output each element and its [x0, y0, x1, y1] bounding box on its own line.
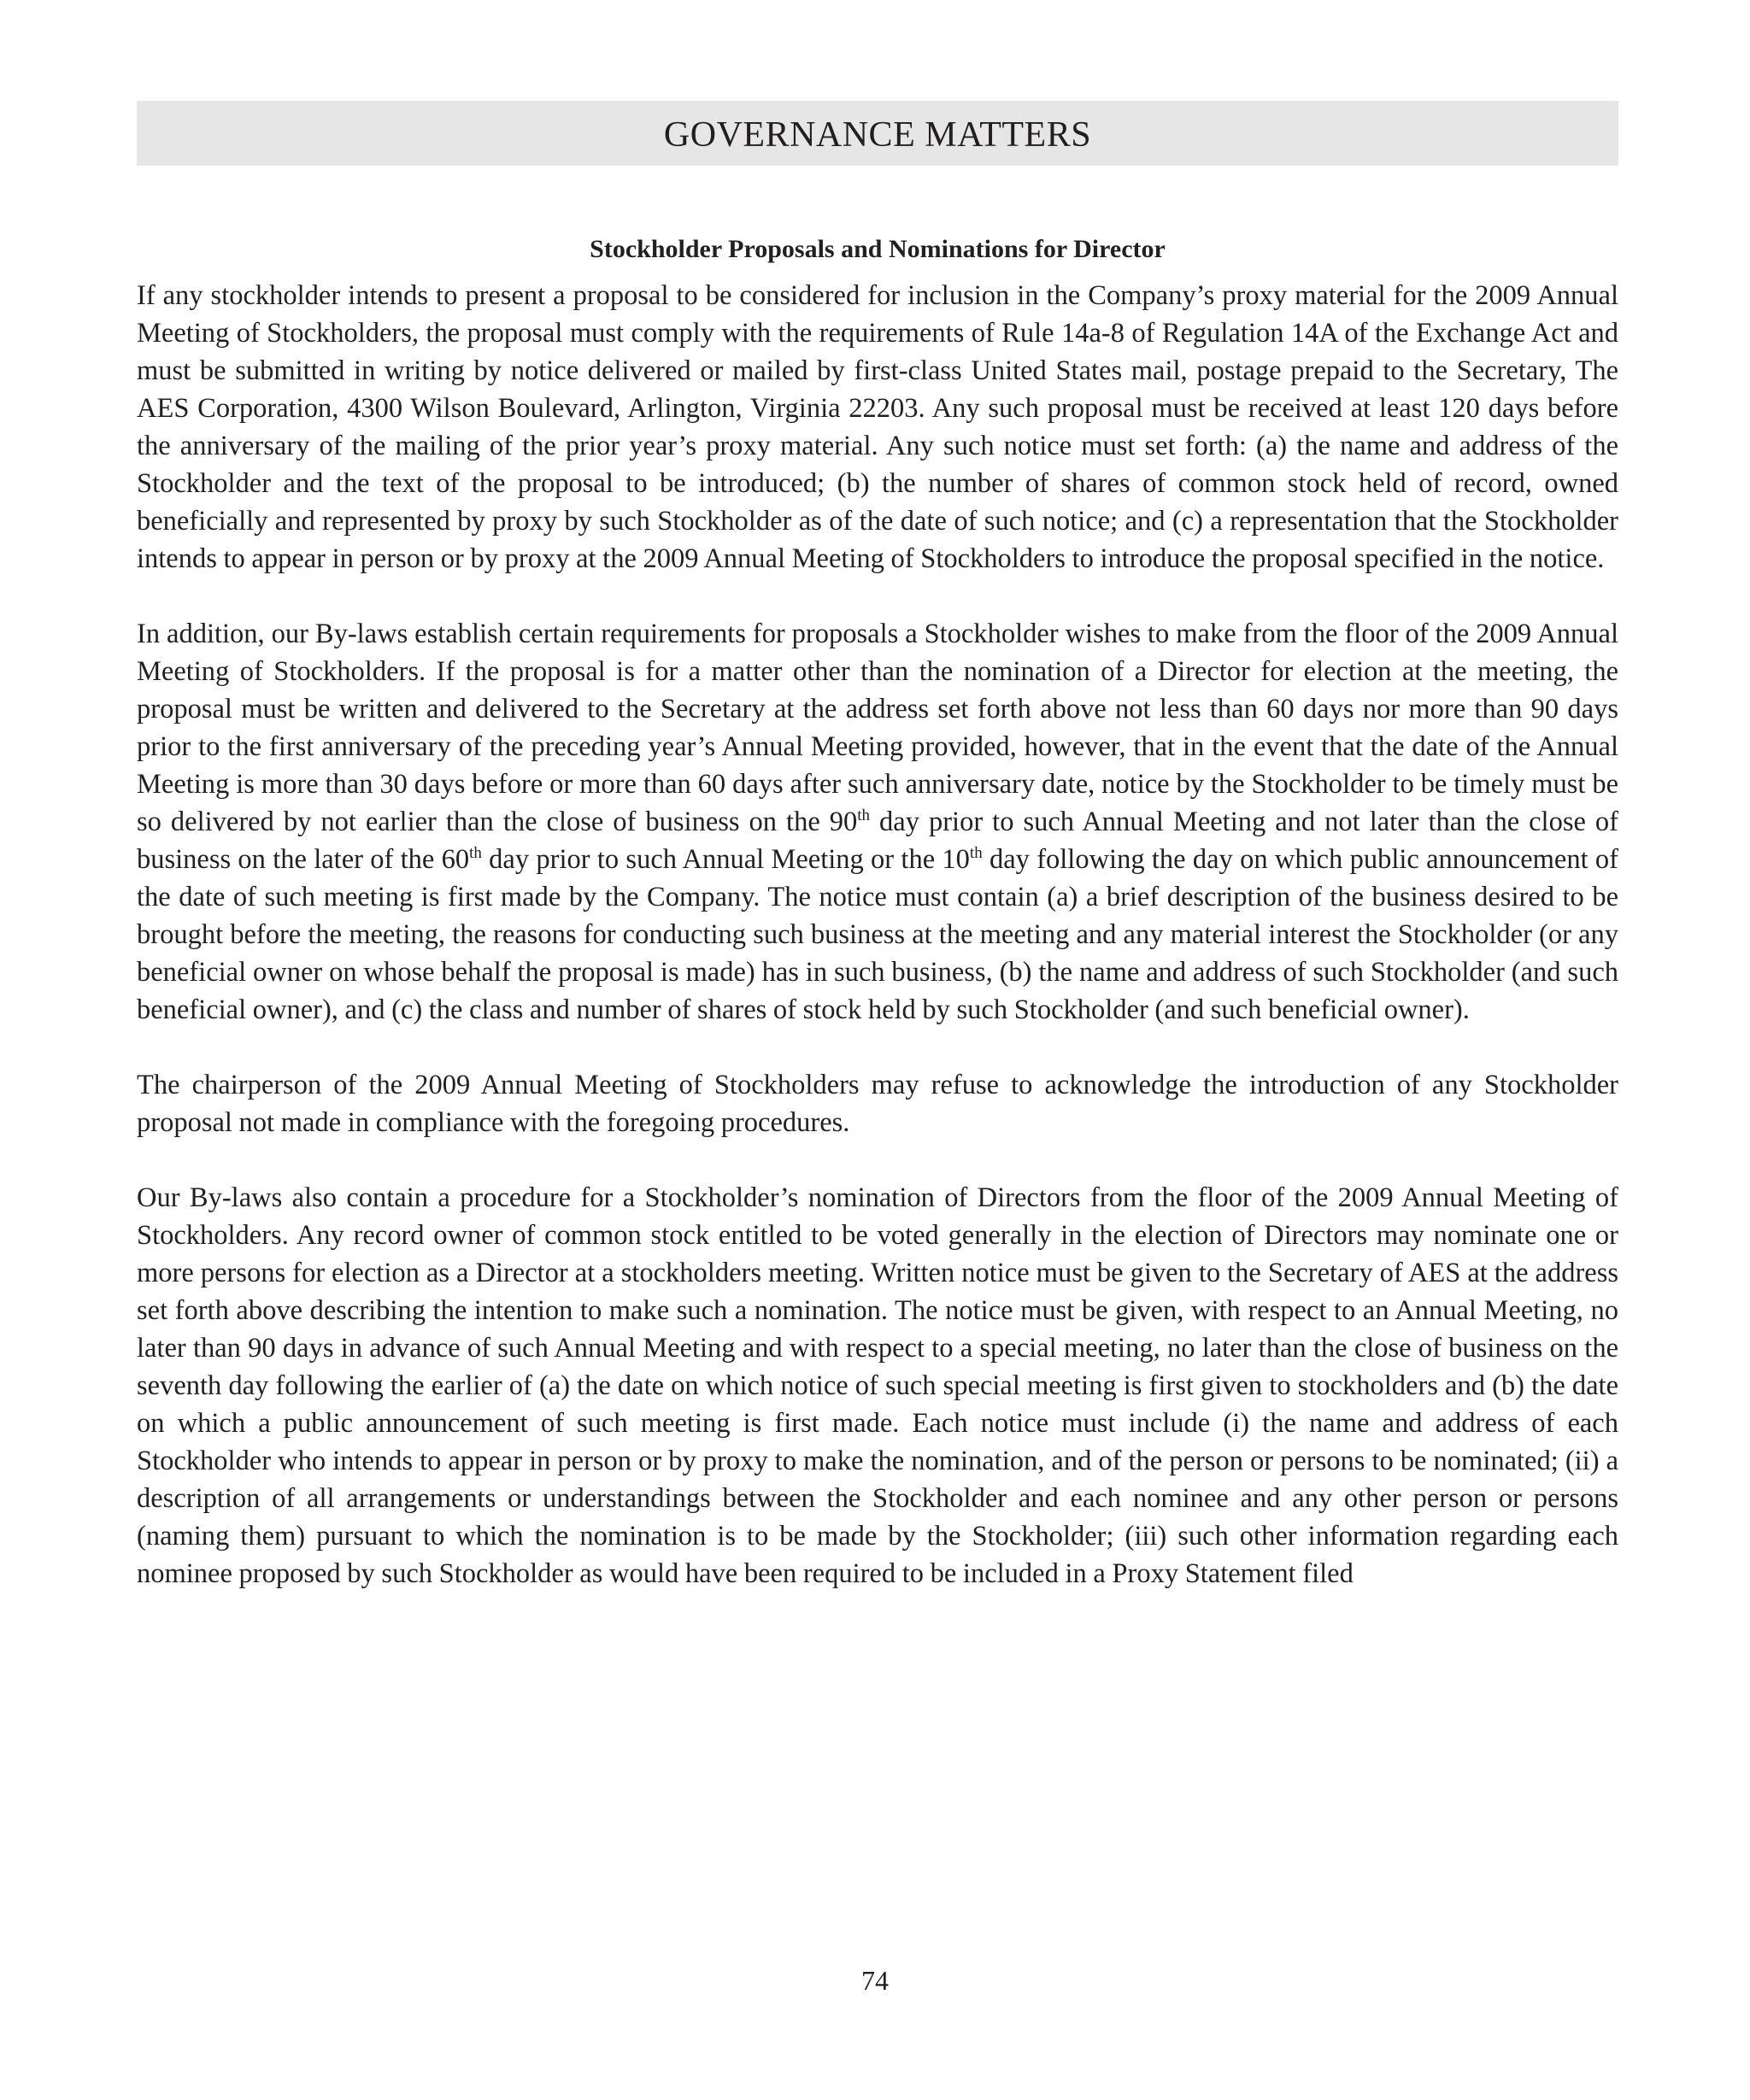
ordinal-superscript: th	[857, 807, 871, 824]
section-heading: Stockholder Proposals and Nominations for Director	[590, 235, 1166, 263]
paragraph-text: day prior to such Annual Meeting or the 10	[481, 844, 970, 875]
section-banner	[137, 101, 1618, 166]
paragraph-text: day prior to such Annual Meeting and not later than the close of business on the later of the 60	[137, 807, 1618, 875]
paragraph-director-nomination: Our By-laws also contain a procedure for a Stockholder’s nomination of Directors from the floor of the 2009 Annual Meeting of Stockholders. Any record owner of common stock entitled to be voted generally in the election of Directors may nominate one or more persons for election as a Director at a stockholders meeting. Written notice must be given to the Secretary of AES at the address set forth above describing the intention to make such a nomination. The notice must be given, with respect to an Annual Meeting, no later than 90 days in advance of such Annual Meeting and with respect to a special meeting, no later than the close of business on the seventh day following the earlier of (a) the date on which notice of such special meeting is first given to stockholders and (b) the date on which a public announcement of such meeting is first made. Each notice must include (i) the name and address of each Stockholder who intends to appear in person or by proxy to make the nomination, and of the person or persons to be nominated; (ii) a description of all arrangements or understandings between the Stockholder and each nominee and any other person or persons (naming them) pursuant to which the nomination is to be made by the Stockholder; (iii) such other information regarding each nominee proposed by such Stockholder as would have been required to be included in a Proxy Statement filed	[137, 1182, 1618, 1589]
paragraph-text: day following the day on which public announcement of the date of such meeting is first made by the Company. The notice must contain (a) a brief description of the business desired to be brought before the meeting, the reasons for conducting such business at the meeting and any material interest the Stockholder (or any beneficial owner on whose behalf the proposal is made) has in such business, (b) the name and address of such Stockholder (and such beneficial owner), and (c) the class and number of shares of stock held by such Stockholder (and such beneficial owner).	[137, 844, 1618, 1025]
page-number: 74	[861, 1965, 889, 1996]
paragraph-bylaws-requirements	[137, 615, 1618, 1029]
paragraph-stockholder-proposals: If any stockholder intends to present a proposal to be considered for inclusion in the Company’s proxy material for the 2009 Annual Meeting of Stockholders, the proposal must comply with the requirements of Rule 14a-8 of Regulation 14A of the Exchange Act and must be submitted in writing by notice delivered or mailed by first-class United States mail, postage prepaid to the Secretary, The AES Corporation, 4300 Wilson Boulevard, Arlington, Virginia 22203. Any such proposal must be received at least 120 days before the anniversary of the mailing of the prior year’s proxy material. Any such notice must set forth: (a) the name and address of the Stockholder and the text of the proposal to be introduced; (b) the number of shares of common stock held of record, owned beneficially and represented by proxy by such Stockholder as of the date of such notice; and (c) a representation that the Stockholder intends to appear in person or by proxy at the 2009 Annual Meeting of Stockholders to introduce the proposal specified in the notice.	[137, 280, 1618, 574]
banner-title: GOVERNANCE MATTERS	[663, 115, 1092, 155]
paragraph-text: In addition, our By-laws establish certain requirements for proposals a Stockholder wishes to make from the floor of the 2009 Annual Meeting of Stockholders. If the proposal is for a matter other than the nomination of a Director for election at the meeting, the proposal must be written and delivered to the Secretary at the address set forth above not less than 60 days nor more than 90 days prior to the first anniversary of the preceding year’s Annual Meeting provided, however, that in the event that the date of the Annual Meeting is more than 30 days before or more than 60 days after such anniversary date, notice by the Stockholder to be timely must be so delivered by not earlier than the close of business on the 90	[137, 619, 1618, 837]
paragraph-chairperson: The chairperson of the 2009 Annual Meeting of Stockholders may refuse to acknowledge the introduction of any Stockholder proposal not made in compliance with the foregoing procedures.	[137, 1070, 1618, 1138]
ordinal-superscript: th	[969, 844, 983, 862]
document-page	[137, 101, 1618, 1593]
ordinal-superscript: th	[469, 844, 482, 862]
